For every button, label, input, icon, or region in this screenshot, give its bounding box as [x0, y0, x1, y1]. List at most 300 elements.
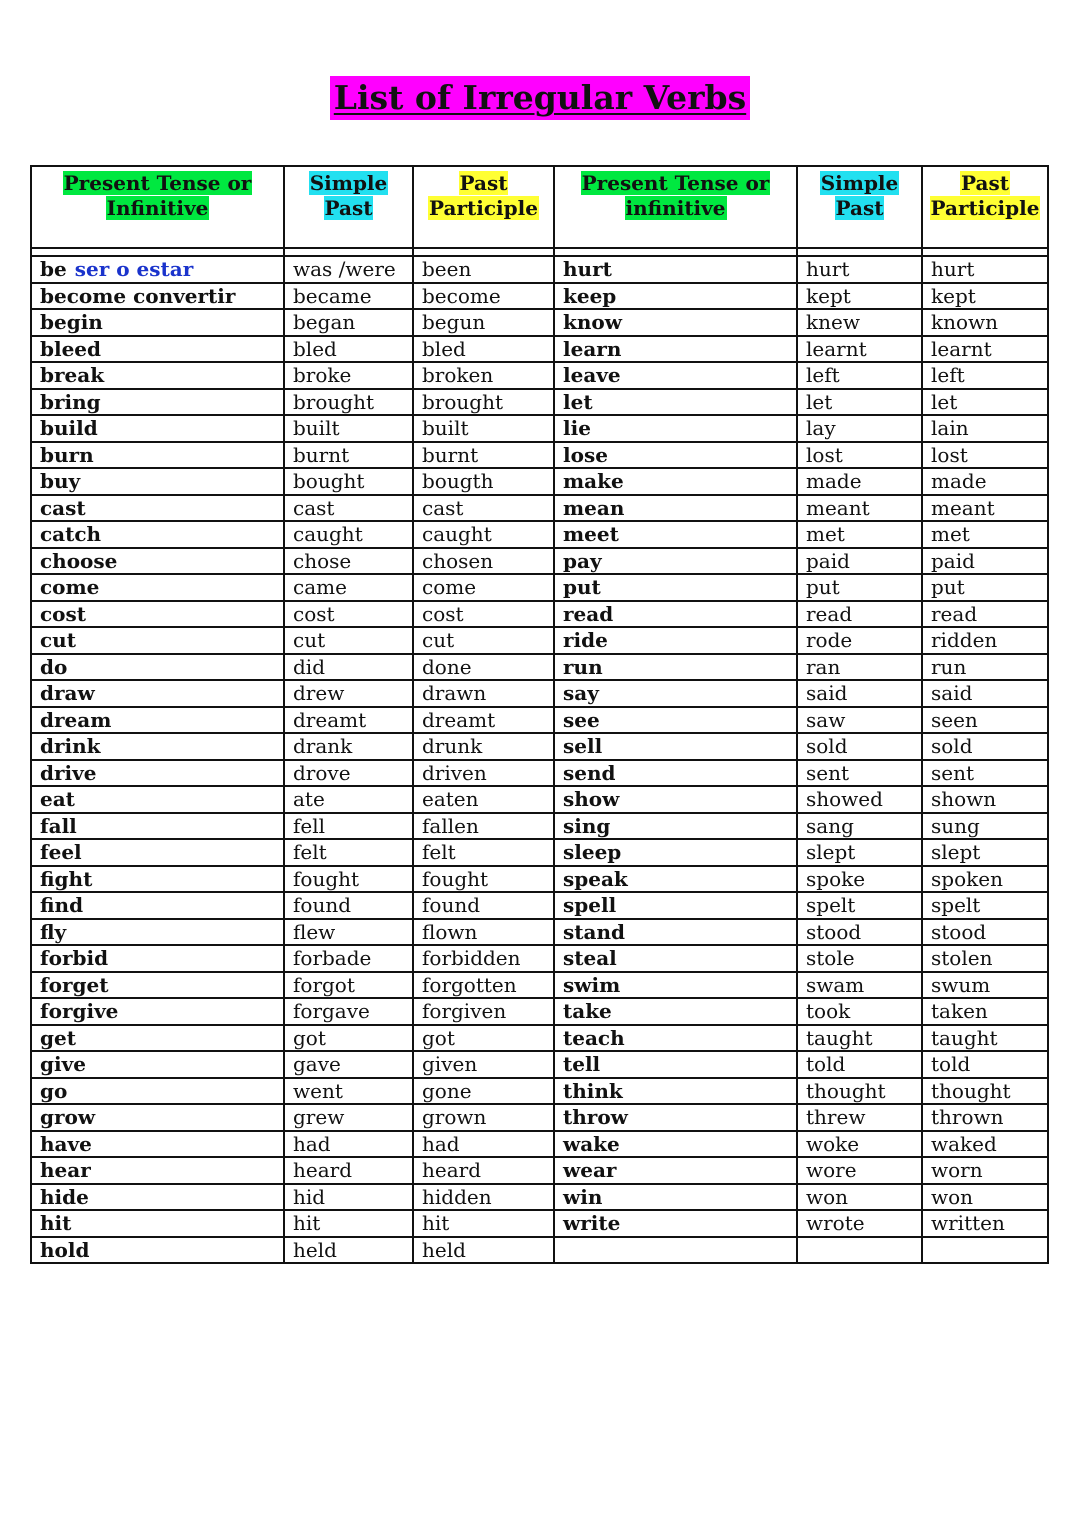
table-row	[31, 548, 1048, 575]
past-participle-cell: fallen	[413, 813, 554, 840]
base-form-cell-2: leave	[554, 362, 797, 389]
simple-past-cell: drove	[284, 760, 413, 787]
simple-past-cell-2: saw	[797, 707, 922, 734]
base-form-cell-2: stand	[554, 919, 797, 946]
header-text: Present Tense or	[581, 171, 770, 195]
simple-past-cell: became	[284, 283, 413, 310]
verb-base: fly	[40, 919, 67, 944]
past-participle-cell: built	[413, 415, 554, 442]
table-row	[31, 733, 1048, 760]
verb-base: cost	[40, 601, 87, 626]
base-form-cell-2: know	[554, 309, 797, 336]
simple-past-cell-2: spoke	[797, 866, 922, 893]
past-participle-cell-2: sold	[922, 733, 1048, 760]
simple-past-cell: heard	[284, 1157, 413, 1184]
base-form-cell	[31, 362, 284, 389]
simple-past-cell-2: stood	[797, 919, 922, 946]
past-participle-cell-2: won	[922, 1184, 1048, 1211]
simple-past-cell: gave	[284, 1051, 413, 1078]
simple-past-cell: forbade	[284, 945, 413, 972]
verb-base: hide	[40, 1184, 89, 1209]
past-participle-cell: burnt	[413, 442, 554, 469]
base-form-cell-2: spell	[554, 892, 797, 919]
simple-past-cell: cost	[284, 601, 413, 628]
simple-past-cell-2: paid	[797, 548, 922, 575]
simple-past-cell: went	[284, 1078, 413, 1105]
verb-base: begin	[40, 310, 103, 335]
base-form-cell-2: think	[554, 1078, 797, 1105]
simple-past-cell-2: swam	[797, 972, 922, 999]
table-row	[31, 521, 1048, 548]
verb-base: get	[40, 1025, 76, 1050]
past-participle-cell: forgiven	[413, 998, 554, 1025]
table-row	[31, 786, 1048, 813]
verb-base: choose	[40, 548, 118, 573]
simple-past-cell-2: took	[797, 998, 922, 1025]
table-row	[31, 574, 1048, 601]
table-row	[31, 813, 1048, 840]
simple-past-cell-2: lost	[797, 442, 922, 469]
past-participle-cell: hidden	[413, 1184, 554, 1211]
base-form-cell	[31, 1131, 284, 1158]
past-participle-cell: done	[413, 654, 554, 681]
past-participle-cell: bled	[413, 336, 554, 363]
verb-base: cut	[40, 628, 76, 653]
table-row	[31, 892, 1048, 919]
header-simple-past	[284, 166, 413, 248]
past-participle-cell-2	[922, 1237, 1048, 1264]
table-row	[31, 1131, 1048, 1158]
base-form-cell	[31, 1210, 284, 1237]
past-participle-cell-2: sung	[922, 813, 1048, 840]
base-form-cell-2: pay	[554, 548, 797, 575]
header-text: Past	[835, 196, 884, 220]
base-form-cell-2: swim	[554, 972, 797, 999]
simple-past-cell: fought	[284, 866, 413, 893]
base-form-cell	[31, 866, 284, 893]
simple-past-cell-2: threw	[797, 1104, 922, 1131]
simple-past-cell: bought	[284, 468, 413, 495]
past-participle-cell-2: lain	[922, 415, 1048, 442]
table-row	[31, 1210, 1048, 1237]
verb-base: grow	[40, 1105, 96, 1130]
table-row	[31, 1104, 1048, 1131]
simple-past-cell: burnt	[284, 442, 413, 469]
simple-past-cell: grew	[284, 1104, 413, 1131]
header-text: Infinitive	[106, 196, 209, 220]
past-participle-cell: hit	[413, 1210, 554, 1237]
past-participle-cell: dreamt	[413, 707, 554, 734]
base-form-cell-2: say	[554, 680, 797, 707]
simple-past-cell-2: told	[797, 1051, 922, 1078]
past-participle-cell: found	[413, 892, 554, 919]
table-row	[31, 654, 1048, 681]
base-form-cell-2: teach	[554, 1025, 797, 1052]
simple-past-cell: hit	[284, 1210, 413, 1237]
verb-base: build	[40, 416, 98, 441]
base-form-cell-2: see	[554, 707, 797, 734]
simple-past-cell: cut	[284, 627, 413, 654]
past-participle-cell: become	[413, 283, 554, 310]
simple-past-cell: held	[284, 1237, 413, 1264]
table-row	[31, 998, 1048, 1025]
header-present-infinitive-2	[554, 166, 797, 248]
past-participle-cell: brought	[413, 389, 554, 416]
header-text: Past	[459, 171, 508, 195]
verb-base: fight	[40, 866, 93, 891]
table-row	[31, 839, 1048, 866]
past-participle-cell: felt	[413, 839, 554, 866]
base-form-cell	[31, 760, 284, 787]
simple-past-cell-2: woke	[797, 1131, 922, 1158]
verb-base: find	[40, 893, 84, 918]
past-participle-cell: drawn	[413, 680, 554, 707]
header-past-participle-2	[922, 166, 1048, 248]
simple-past-cell: drank	[284, 733, 413, 760]
base-form-cell	[31, 1078, 284, 1105]
simple-past-cell: forgot	[284, 972, 413, 999]
verb-base: forget	[40, 972, 109, 997]
verb-base: drink	[40, 734, 101, 759]
verb-base: dream	[40, 707, 112, 732]
table-row	[31, 1078, 1048, 1105]
base-form-cell-2: steal	[554, 945, 797, 972]
header-text: Present Tense or	[63, 171, 252, 195]
base-form-cell-2: wear	[554, 1157, 797, 1184]
simple-past-cell: began	[284, 309, 413, 336]
base-form-cell	[31, 442, 284, 469]
base-form-cell-2: lose	[554, 442, 797, 469]
simple-past-cell: drew	[284, 680, 413, 707]
base-form-cell-2	[554, 1237, 797, 1264]
past-participle-cell-2: worn	[922, 1157, 1048, 1184]
table-row	[31, 760, 1048, 787]
base-form-cell-2: keep	[554, 283, 797, 310]
header-text: Participle	[429, 196, 538, 220]
base-form-cell	[31, 627, 284, 654]
simple-past-cell: ate	[284, 786, 413, 813]
past-participle-cell-2: paid	[922, 548, 1048, 575]
simple-past-cell: forgave	[284, 998, 413, 1025]
table-row	[31, 309, 1048, 336]
base-form-cell	[31, 998, 284, 1025]
base-form-cell-2: sing	[554, 813, 797, 840]
simple-past-cell-2: won	[797, 1184, 922, 1211]
simple-past-cell: caught	[284, 521, 413, 548]
past-participle-cell-2: waked	[922, 1131, 1048, 1158]
header-text: Past	[961, 171, 1009, 195]
base-form-cell-2: put	[554, 574, 797, 601]
past-participle-cell-2: sent	[922, 760, 1048, 787]
simple-past-cell: got	[284, 1025, 413, 1052]
simple-past-cell: bled	[284, 336, 413, 363]
past-participle-cell: come	[413, 574, 554, 601]
past-participle-cell-2: let	[922, 389, 1048, 416]
table-row	[31, 1051, 1048, 1078]
simple-past-cell: fell	[284, 813, 413, 840]
header-text: Simple	[309, 171, 388, 195]
base-form-cell-2: send	[554, 760, 797, 787]
past-participle-cell-2: hurt	[922, 256, 1048, 283]
irregular-verbs-table	[30, 165, 1049, 1264]
simple-past-cell-2: taught	[797, 1025, 922, 1052]
header-text: Past	[324, 196, 373, 220]
verb-base: fall	[40, 813, 77, 838]
verb-base: drive	[40, 760, 97, 785]
base-form-cell	[31, 1237, 284, 1264]
base-form-cell	[31, 1051, 284, 1078]
base-form-cell	[31, 1157, 284, 1184]
simple-past-cell-2	[797, 1237, 922, 1264]
simple-past-cell: felt	[284, 839, 413, 866]
simple-past-cell-2: sold	[797, 733, 922, 760]
table-row	[31, 866, 1048, 893]
past-participle-cell-2: stolen	[922, 945, 1048, 972]
past-participle-cell-2: told	[922, 1051, 1048, 1078]
base-form-cell	[31, 945, 284, 972]
simple-past-cell-2: sent	[797, 760, 922, 787]
past-participle-cell-2: thought	[922, 1078, 1048, 1105]
past-participle-cell-2: spelt	[922, 892, 1048, 919]
simple-past-cell-2: meant	[797, 495, 922, 522]
verb-base: have	[40, 1131, 92, 1156]
base-form-cell	[31, 839, 284, 866]
simple-past-cell: broke	[284, 362, 413, 389]
past-participle-cell-2: ridden	[922, 627, 1048, 654]
verb-base: become convertir	[40, 283, 236, 308]
simple-past-cell: came	[284, 574, 413, 601]
table-header-row	[31, 166, 1048, 248]
header-text: Participle	[930, 196, 1040, 220]
verb-base: bring	[40, 389, 101, 414]
base-form-cell	[31, 336, 284, 363]
past-participle-cell: cut	[413, 627, 554, 654]
simple-past-cell: brought	[284, 389, 413, 416]
simple-past-cell: built	[284, 415, 413, 442]
table-row	[31, 256, 1048, 283]
base-form-cell	[31, 1104, 284, 1131]
table-row	[31, 336, 1048, 363]
past-participle-cell: cast	[413, 495, 554, 522]
base-form-cell-2: make	[554, 468, 797, 495]
past-participle-cell: chosen	[413, 548, 554, 575]
verb-base: give	[40, 1052, 86, 1077]
header-simple-past-2	[797, 166, 922, 248]
base-form-cell	[31, 892, 284, 919]
base-form-cell	[31, 495, 284, 522]
past-participle-cell-2: met	[922, 521, 1048, 548]
past-participle-cell-2: lost	[922, 442, 1048, 469]
simple-past-cell-2: hurt	[797, 256, 922, 283]
base-form-cell	[31, 415, 284, 442]
table-row	[31, 442, 1048, 469]
verb-base: go	[40, 1078, 68, 1103]
simple-past-cell: chose	[284, 548, 413, 575]
simple-past-cell: did	[284, 654, 413, 681]
table-row	[31, 362, 1048, 389]
base-form-cell-2: wake	[554, 1131, 797, 1158]
simple-past-cell: cast	[284, 495, 413, 522]
base-form-cell	[31, 309, 284, 336]
page-title: List of Irregular Verbs	[330, 76, 750, 120]
past-participle-cell-2: shown	[922, 786, 1048, 813]
table-row	[31, 627, 1048, 654]
verb-base: eat	[40, 787, 75, 812]
table-row	[31, 601, 1048, 628]
past-participle-cell: fought	[413, 866, 554, 893]
table-row	[31, 283, 1048, 310]
simple-past-cell-2: read	[797, 601, 922, 628]
table-row	[31, 945, 1048, 972]
past-participle-cell: been	[413, 256, 554, 283]
base-form-cell	[31, 468, 284, 495]
verb-base: burn	[40, 442, 94, 467]
verb-base: feel	[40, 840, 82, 865]
table-row	[31, 1184, 1048, 1211]
base-form-cell-2: throw	[554, 1104, 797, 1131]
past-participle-cell: heard	[413, 1157, 554, 1184]
verb-translation: ser o estar	[74, 257, 194, 282]
simple-past-cell-2: showed	[797, 786, 922, 813]
table-row	[31, 1237, 1048, 1264]
verb-base: forgive	[40, 999, 119, 1024]
header-past-participle	[413, 166, 554, 248]
header-text: Simple	[820, 171, 899, 195]
past-participle-cell-2: kept	[922, 283, 1048, 310]
base-form-cell-2: mean	[554, 495, 797, 522]
simple-past-cell-2: slept	[797, 839, 922, 866]
base-form-cell-2: lie	[554, 415, 797, 442]
simple-past-cell-2: rode	[797, 627, 922, 654]
simple-past-cell-2: let	[797, 389, 922, 416]
base-form-cell-2: sleep	[554, 839, 797, 866]
base-form-cell	[31, 521, 284, 548]
simple-past-cell-2: thought	[797, 1078, 922, 1105]
base-form-cell-2: run	[554, 654, 797, 681]
past-participle-cell-2: taken	[922, 998, 1048, 1025]
header-text: infinitive	[625, 196, 726, 220]
base-form-cell-2: meet	[554, 521, 797, 548]
past-participle-cell: eaten	[413, 786, 554, 813]
verb-base: forbid	[40, 946, 109, 971]
base-form-cell-2: read	[554, 601, 797, 628]
base-form-cell	[31, 1184, 284, 1211]
past-participle-cell: held	[413, 1237, 554, 1264]
base-form-cell	[31, 601, 284, 628]
verb-base: break	[40, 363, 105, 388]
base-form-cell-2: ride	[554, 627, 797, 654]
past-participle-cell-2: said	[922, 680, 1048, 707]
past-participle-cell-2: stood	[922, 919, 1048, 946]
table-row	[31, 707, 1048, 734]
base-form-cell-2: hurt	[554, 256, 797, 283]
table-row	[31, 1157, 1048, 1184]
past-participle-cell: forgotten	[413, 972, 554, 999]
verb-base: cast	[40, 495, 86, 520]
base-form-cell	[31, 574, 284, 601]
base-form-cell	[31, 389, 284, 416]
simple-past-cell: flew	[284, 919, 413, 946]
table-row	[31, 680, 1048, 707]
verb-base: be	[40, 257, 67, 282]
verb-base: hold	[40, 1237, 90, 1262]
past-participle-cell: grown	[413, 1104, 554, 1131]
base-form-cell	[31, 1025, 284, 1052]
simple-past-cell-2: kept	[797, 283, 922, 310]
past-participle-cell-2: known	[922, 309, 1048, 336]
simple-past-cell-2: met	[797, 521, 922, 548]
base-form-cell	[31, 256, 284, 283]
simple-past-cell-2: spelt	[797, 892, 922, 919]
simple-past-cell-2: lay	[797, 415, 922, 442]
simple-past-cell-2: learnt	[797, 336, 922, 363]
simple-past-cell-2: left	[797, 362, 922, 389]
table-row	[31, 1025, 1048, 1052]
past-participle-cell: forbidden	[413, 945, 554, 972]
past-participle-cell-2: thrown	[922, 1104, 1048, 1131]
verb-base: buy	[40, 469, 81, 494]
base-form-cell	[31, 786, 284, 813]
base-form-cell-2: sell	[554, 733, 797, 760]
past-participle-cell-2: meant	[922, 495, 1048, 522]
simple-past-cell-2: wrote	[797, 1210, 922, 1237]
base-form-cell-2: win	[554, 1184, 797, 1211]
base-form-cell	[31, 548, 284, 575]
table-row	[31, 415, 1048, 442]
table-body	[31, 248, 1048, 1263]
past-participle-cell: broken	[413, 362, 554, 389]
table-row	[31, 468, 1048, 495]
base-form-cell-2: show	[554, 786, 797, 813]
base-form-cell	[31, 733, 284, 760]
base-form-cell	[31, 680, 284, 707]
past-participle-cell: driven	[413, 760, 554, 787]
past-participle-cell-2: taught	[922, 1025, 1048, 1052]
simple-past-cell: was /were	[284, 256, 413, 283]
past-participle-cell: flown	[413, 919, 554, 946]
simple-past-cell: found	[284, 892, 413, 919]
base-form-cell-2: let	[554, 389, 797, 416]
base-form-cell-2: speak	[554, 866, 797, 893]
past-participle-cell-2: seen	[922, 707, 1048, 734]
base-form-cell	[31, 972, 284, 999]
past-participle-cell-2: put	[922, 574, 1048, 601]
header-spacer-row	[31, 248, 1048, 256]
base-form-cell	[31, 283, 284, 310]
past-participle-cell-2: spoken	[922, 866, 1048, 893]
verb-base: catch	[40, 522, 102, 547]
past-participle-cell: bougth	[413, 468, 554, 495]
past-participle-cell-2: slept	[922, 839, 1048, 866]
verb-base: do	[40, 654, 68, 679]
title-container	[0, 76, 1080, 120]
simple-past-cell: had	[284, 1131, 413, 1158]
simple-past-cell-2: knew	[797, 309, 922, 336]
base-form-cell	[31, 813, 284, 840]
simple-past-cell-2: made	[797, 468, 922, 495]
simple-past-cell-2: stole	[797, 945, 922, 972]
simple-past-cell-2: ran	[797, 654, 922, 681]
simple-past-cell: hid	[284, 1184, 413, 1211]
base-form-cell	[31, 707, 284, 734]
past-participle-cell-2: swum	[922, 972, 1048, 999]
verb-base: hear	[40, 1158, 91, 1183]
simple-past-cell: dreamt	[284, 707, 413, 734]
base-form-cell	[31, 919, 284, 946]
base-form-cell-2: write	[554, 1210, 797, 1237]
base-form-cell	[31, 654, 284, 681]
past-participle-cell: drunk	[413, 733, 554, 760]
